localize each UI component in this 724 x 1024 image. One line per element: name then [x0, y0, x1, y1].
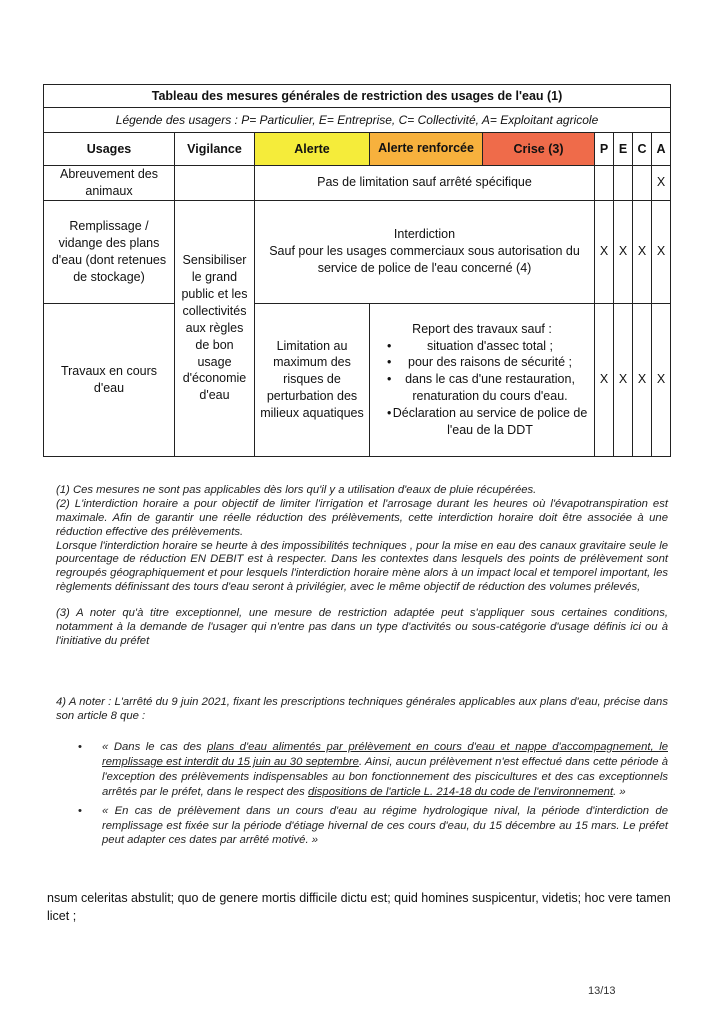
measure-line2: Sauf pour les usages commerciaux sous autorisation du service de police de l'eau concerné (4)	[269, 244, 580, 276]
vigilance-cell: Sensibiliser le grand public et les collectivités aux règles de bon usage d'économie d'eau	[175, 200, 255, 456]
restriction-table	[43, 84, 671, 457]
c-cell: X	[633, 303, 652, 456]
underlined-text: dispositions de l'article L. 214-18 du code de l'environnement	[307, 785, 614, 798]
list-item: • situation d'assec total ;	[389, 338, 591, 355]
latin-paragraph: nsum celeritas abstulit; quo de genere mortis difficile dictu est; quid homines suspicentur, videtis; hoc vere tamen licet ;	[47, 891, 671, 924]
table-legend: Légende des usagers : P= Particulier, E= Entreprise, C= Collectivité, A= Exploitant agricole	[44, 108, 671, 133]
usage-cell: Travaux en cours d'eau	[44, 303, 175, 456]
note-3: (3) A noter qu'à titre exceptionnel, une mesure de restriction adaptée peut s'appliquer sous certaines conditions, notamment à la demande de l'usager qui n'entre pas dans un type d'activités ou sous-catégorie d'usage définis ici ou à l'initiative du préfet	[56, 607, 668, 647]
header-alerte: Alerte	[255, 133, 370, 166]
header-p: P	[595, 133, 614, 166]
report-list	[373, 338, 591, 439]
p-cell	[595, 166, 614, 201]
table-row	[44, 303, 671, 456]
list-item: • « En cas de prélèvement dans un cours d'eau au régime hydrologique nival, la période d'interdiction de remplissage est fixée sur la période d'étiage hivernal de ces cours d'eau, du 15 décembre au 15 mars. Le préfet peut adapter ces dates par arrêté motivé. »	[78, 804, 668, 847]
note-1: (1) Ces mesures ne sont pas applicables dès lors qu'il y a utilisation d'eaux de pluie récupérées.	[56, 484, 537, 496]
e-cell	[614, 166, 633, 201]
header-crise: Crise (3)	[483, 133, 595, 166]
report-title: Report des travaux sauf :	[412, 321, 552, 336]
note-2: (2) L'interdiction horaire a pour objectif de limiter l'irrigation et l'arrosage durant les heures où l'évapotranspiration est maximale. Afin de garantir une réelle réduction des prélèvements, cette interdiction horaire doit être associée à une réduction effective des prélèvements.	[56, 497, 668, 538]
e-cell: X	[614, 200, 633, 303]
footnotes	[56, 484, 668, 649]
usage-cell: Abreuvement des animaux	[44, 166, 175, 201]
bullet-icon: •	[78, 804, 82, 817]
a-cell: X	[652, 200, 671, 303]
page-number: 13/13	[588, 985, 616, 997]
c-cell: X	[633, 200, 652, 303]
underlined-text: plans d'eau alimentés par prélèvement en cours d'eau et nappe d'accompagnement, le remplissage est interdit du 15 juin au 30 septembre	[102, 741, 668, 768]
table-caption: Tableau des mesures générales de restriction des usages de l'eau (1)	[44, 85, 671, 108]
a-cell: X	[652, 303, 671, 456]
header-e: E	[614, 133, 633, 166]
usage-cell: Remplissage / vidange des plans d'eau (dont retenues de stockage)	[44, 200, 175, 303]
measure-cell: Pas de limitation sauf arrêté spécifique	[255, 166, 595, 201]
note-4-intro: 4) A noter : L'arrêté du 9 juin 2021, fixant les prescriptions techniques générales applicables aux plans d'eau, précise dans son article 8 que :	[56, 696, 668, 722]
e-cell: X	[614, 303, 633, 456]
p-cell: X	[595, 200, 614, 303]
report-cell	[370, 303, 595, 456]
a-cell: X	[652, 166, 671, 201]
header-a: A	[652, 133, 671, 166]
measure-line1: Interdiction	[393, 227, 456, 242]
list-item: • dans le cas d'une restauration, renaturation du cours d'eau.	[389, 371, 591, 405]
header-alerte-renforcee: Alerte renforcée	[370, 133, 483, 166]
quotes-list	[78, 740, 668, 852]
alerte-cell: Limitation au maximum des risques de perturbation des milieux aquatiques	[255, 303, 370, 456]
bullet-icon: •	[78, 741, 82, 753]
c-cell	[633, 166, 652, 201]
table-row	[44, 200, 671, 303]
header-c: C	[633, 133, 652, 166]
table-row	[44, 166, 671, 201]
note-2-continued: Lorsque l'interdiction horaire se heurte à des impossibilités techniques , pour la mise en eau des canaux gravitaire seule le pourcentage de réduction EN DEBIT est à respecter. Dans les contextes dans lesquels des points de prélèvement sont regroupés géographiquement et pour lesquels l'interdiction horaire mène alors à un impact local et temporel important, les règlements définissant des tours d'eau seront à privilégier, avec le même objectif de réduction des volumes prélevés,	[56, 539, 668, 594]
list-item: • « Dans le cas des plans d'eau alimentés par prélèvement en cours d'eau et nappe d'accompagnement, le remplissage est interdit du 15 juin au 30 septembre. Ainsi, aucun prélèvement n'est effectué dans cette période à l'exception des prélèvements indispensables au bon fonctionnement des piscicultures et des cas exceptionnels arrêtés par le préfet, dans le respect des dispositions de l'article L. 214-18 du code de l'environnement. »	[78, 741, 668, 798]
list-item: • pour des raisons de sécurité ;	[389, 354, 591, 371]
measure-cell	[255, 200, 595, 303]
list-item: • Déclaration au service de police de l'eau de la DDT	[389, 405, 591, 439]
p-cell: X	[595, 303, 614, 456]
note-4	[56, 696, 668, 724]
header-usages: Usages	[44, 133, 175, 166]
vigilance-cell-empty	[175, 166, 255, 201]
header-vigilance: Vigilance	[175, 133, 255, 166]
